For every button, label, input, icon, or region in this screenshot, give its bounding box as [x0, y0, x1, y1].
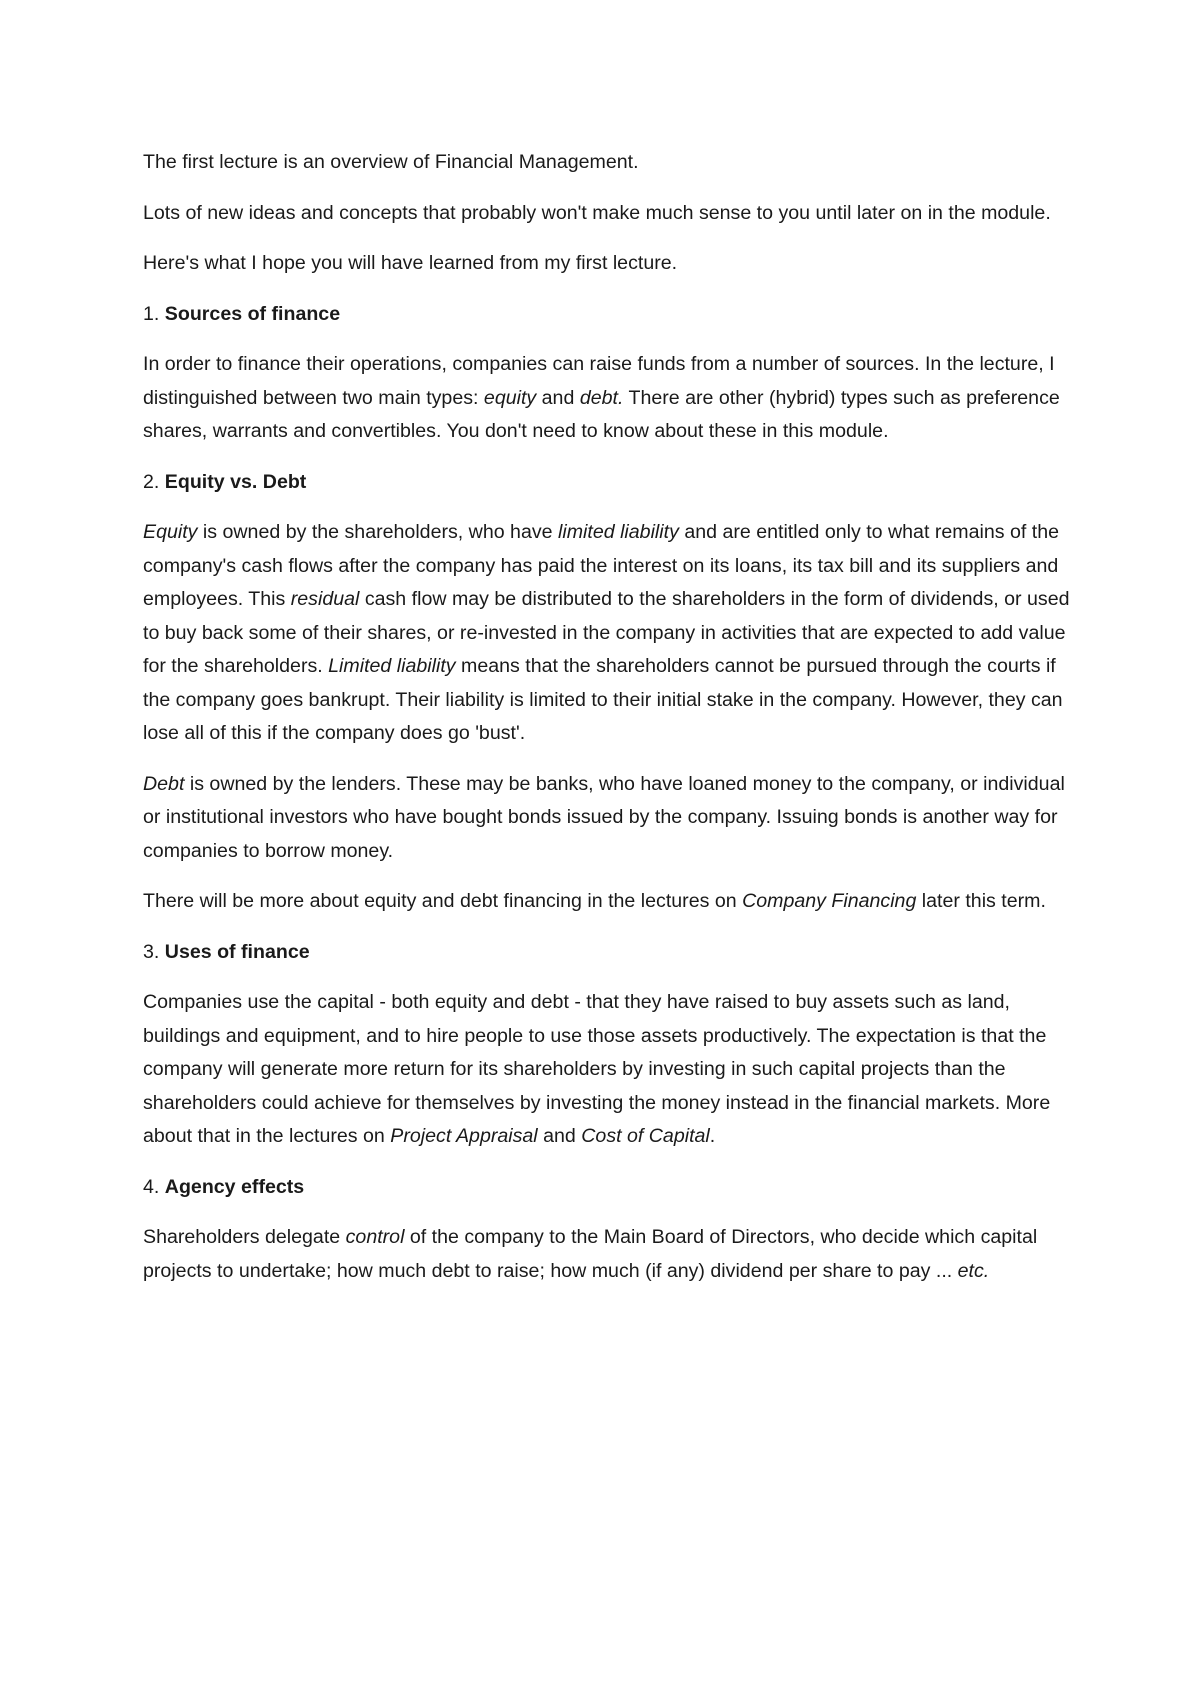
intro-paragraph: The first lecture is an overview of Financial Management.: [143, 151, 639, 173]
text-run: There will be more about equity and debt financing in the lectures on: [143, 890, 743, 912]
italic-text: debt.: [579, 386, 624, 409]
sections-container: [143, 298, 1073, 1289]
section-heading: [143, 466, 1073, 500]
section-paragraph: [143, 516, 1073, 751]
text-run: and: [537, 1125, 582, 1147]
section-number: 2.: [143, 470, 165, 493]
italic-text: Company Financing: [742, 890, 917, 912]
italic-text: Equity: [143, 521, 198, 543]
italic-text: equity: [483, 386, 537, 409]
section-title: Uses of finance: [164, 940, 310, 963]
text-run: Companies use the capital - both equity and debt - that they have raised to buy assets such as land, buildings and equipment, and to hire people to use those assets productively. The expectation is that the company will generate more return for its shareholders by investing in such capital projects than the shareholders could achieve for themselves by investing the money instead in the financial markets. More about that in the lectures on: [143, 991, 1051, 1147]
section-title: Sources of finance: [164, 302, 341, 325]
section-title: Agency effects: [164, 1175, 305, 1198]
section-paragraph: [143, 768, 1073, 869]
text-run: In order to finance their operations, companies can raise funds from a number of sources. In the lecture, I distinguished between two main types:: [143, 353, 1055, 409]
text-run: There are other (hybrid) types such as preference shares, warrants and convertibles. You don't need to know about these in this module.: [143, 386, 1060, 442]
section-heading: [143, 936, 1073, 970]
section-paragraph: [143, 885, 1073, 919]
section-paragraph: [143, 1221, 1073, 1288]
text-run: Shareholders delegate: [143, 1226, 346, 1248]
text-run: .: [709, 1125, 716, 1147]
text-run: and are entitled only to what remains of the company's cash flows after the company has paid the interest on its loans, its tax bill and its suppliers and employees. This: [143, 521, 1060, 610]
italic-text: Limited liability: [328, 655, 456, 677]
italic-text: limited liability: [558, 521, 679, 543]
section-heading: [143, 1171, 1073, 1205]
section-paragraph: [143, 986, 1073, 1154]
intro-paragraph: Here's what I hope you will have learned from my first lecture.: [143, 252, 678, 274]
text-run: is owned by the shareholders, who have: [197, 521, 558, 543]
italic-text: Debt: [143, 772, 185, 795]
section-paragraph: [143, 348, 1073, 449]
italic-text: Cost of Capital: [581, 1125, 710, 1147]
text-run: is owned by the lenders. These may be banks, who have loaned money to the company, or individual or institutional investors who have bought bonds issued by the company. Issuing bonds is another way for companies to borrow money.: [143, 772, 1065, 862]
section-number: 3.: [143, 940, 165, 963]
intro-paragraph: Lots of new ideas and concepts that probably won't make much sense to you until later on in the module.: [143, 201, 1051, 224]
section-number: 4.: [143, 1175, 165, 1198]
text-run: and: [536, 386, 580, 409]
section-heading: [143, 298, 1073, 332]
text-run: of the company to the Main Board of Directors, who decide which capital projects to undertake; how much debt to raise; how much (if any) dividend per share to pay ...: [143, 1226, 1038, 1282]
italic-text: etc.: [957, 1259, 990, 1282]
text-run: cash flow may be distributed to the shareholders in the form of dividends, or used to buy back some of their shares, or re-invested in the company in activities that are expected to add value for the shareholders.: [143, 588, 1070, 677]
italic-text: Project Appraisal: [390, 1125, 538, 1147]
text-run: later this term.: [916, 890, 1046, 912]
italic-text: residual: [290, 588, 360, 610]
document-page: [143, 146, 1073, 1305]
text-run: means that the shareholders cannot be pursued through the courts if the company goes bankrupt. Their liability is limited to their initial stake in the company. However, they can lose all of this if the company does go 'bust'.: [143, 655, 1063, 744]
italic-text: control: [345, 1226, 405, 1248]
section-number: 1.: [143, 302, 165, 325]
section-title: Equity vs. Debt: [164, 470, 307, 493]
